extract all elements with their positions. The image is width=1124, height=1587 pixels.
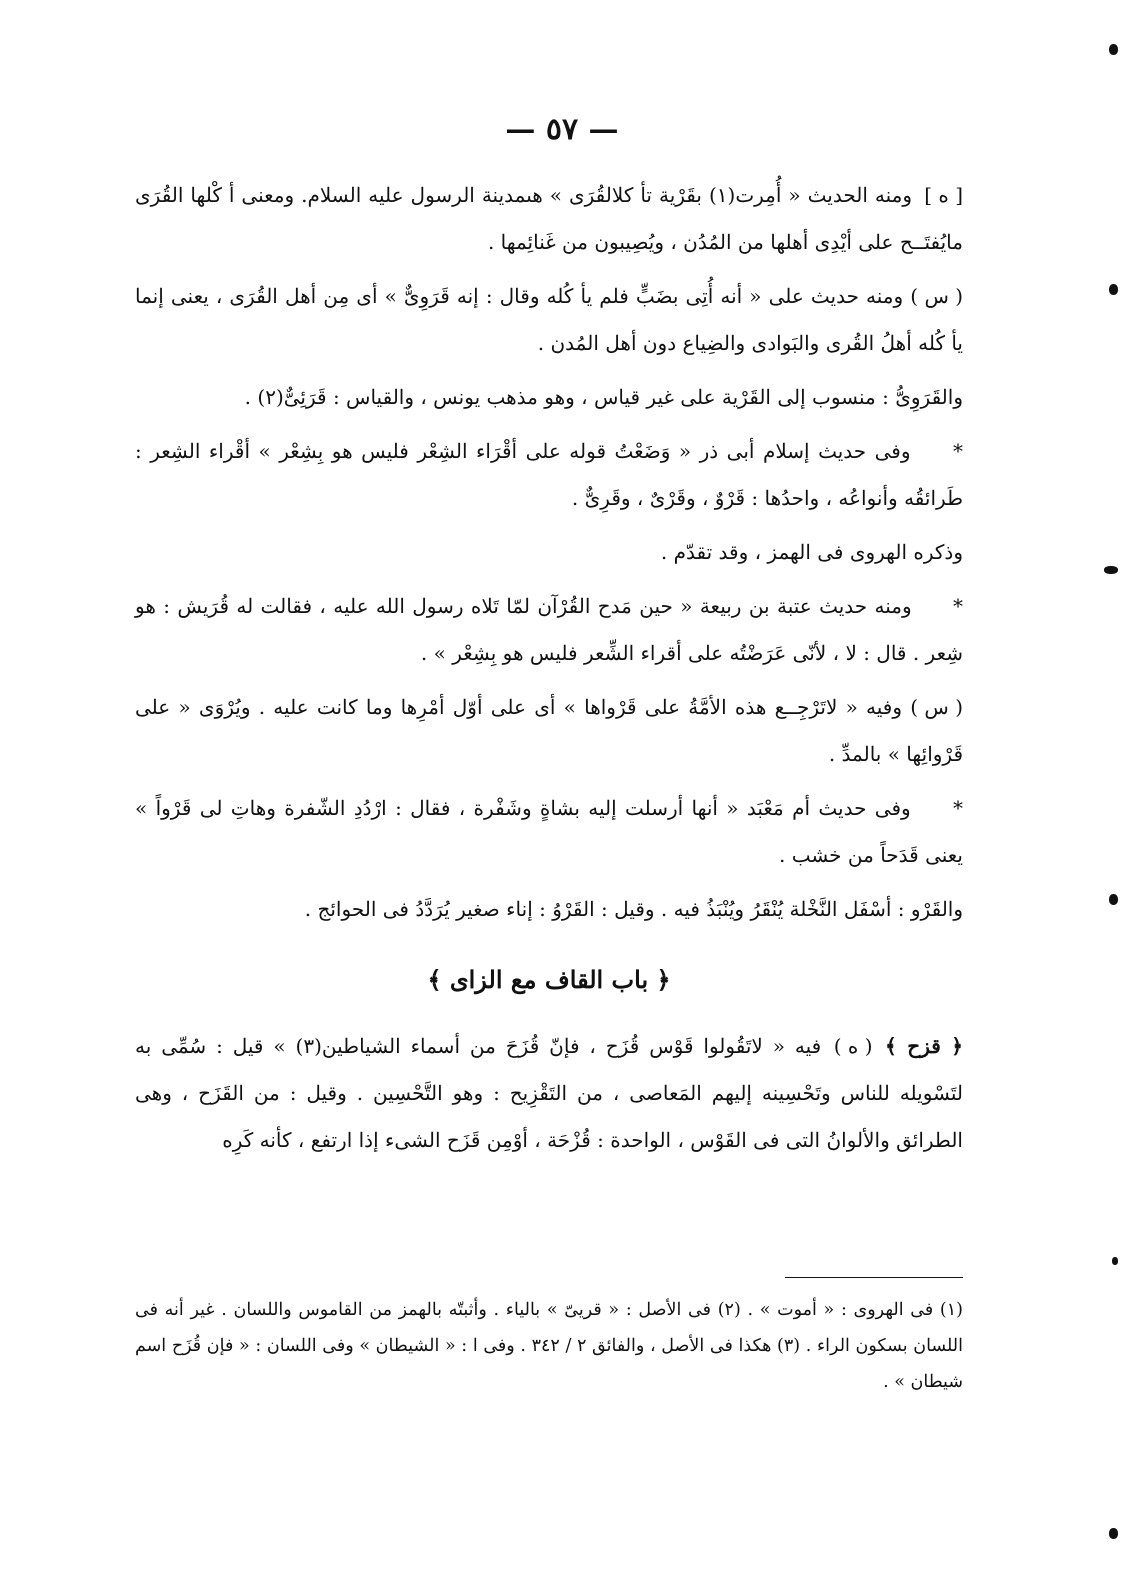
footnote-text: (١) فى الهروى : « أموت » . (٢) فى الأصل : « قريىّ » بالياء . وأثبتّه بالهمز من القاموس واللسان . غير أنه فى اللسان بسكون الراء . (٣) هكذا فى الأصل ، والفائق ٢ / ٣٤٢ . وفى ا : « الشيطان » وفى اللسان : « فإن قُزَح اسم شيطان » . (135, 1300, 964, 1392)
paragraph-text: ومنه حديث على « أنه أُتِى بضَبٍّ فلم يأ كُله وقال : إنه قَرَوِىٌّ » أى مِن أهل القُرَى ، يعنى إنما يأ كُله أهلُ القُرى والبَوادى والضِياع دون أهل المُدن . (135, 284, 963, 355)
paragraph (135, 583, 963, 677)
paragraph (135, 374, 963, 421)
paragraph (135, 886, 963, 933)
main-text (135, 172, 963, 1171)
scan-edge-mark (1109, 894, 1118, 905)
paragraph-marker: ( س ) (910, 695, 963, 719)
paragraph (135, 273, 963, 367)
paragraph (135, 684, 963, 778)
paragraph-marker: * (953, 594, 964, 618)
paragraph-text: وذكره الهروى فى الهمز ، وقد تقدّم . (660, 540, 963, 564)
paragraph-marker: * (953, 796, 964, 820)
footnotes (135, 1292, 963, 1400)
paragraph (135, 172, 963, 266)
scan-edge-mark (1109, 44, 1118, 55)
paragraph-text: والقَرْو : أسْفَل النَّخْلة يُنْقَرُ ويُنْبَذُ فيه . وقيل : القَرْوُ : إناء صغير يُرَدَّدُ فى الحوائج . (304, 897, 963, 921)
paragraph-text: وفى حديث إسلام أبى ذر « وَضَعْتُ قوله على أقْرَاء الشِعْر فليس هو بِشِعْر » أقْراء الشِعر : طَرائقُه وأنواعُه ، واحدُها : قَرْوٌ ، وقَرْىٌ ، وقَرِىٌّ . (135, 439, 963, 510)
paragraph-text: والقَرَوِىُّ : منسوب إلى القَرْية على غير قياس ، وهو مذهب يونس ، والقياس : قَرَئِىٌّ(٢) . (244, 385, 963, 409)
paragraph-marker: [ ه ] (924, 183, 964, 207)
paragraph-text: وفى حديث أم مَعْبَد « أنها أرسلت إليه بشاةٍ وشَفْرة ، فقال : ارْدُدِ الشّفرة وهاتِ لى قَرْواً » يعنى قَدَحاً من خشب . (135, 796, 963, 867)
scan-edge-mark (1104, 566, 1118, 574)
page-number: — ٥٧ — (505, 112, 619, 147)
paragraph-text: ومنه حديث عتبة بن ربيعة « حين مَدح القُرْآن لمّا تَلاه رسول الله عليه ، فقالت له قُرَيش : هو شِعر . قال : لا ، لأنّى عَرَضْتُه على أقراء الشِّعر فليس هو بِشِعْر » . (135, 594, 963, 665)
paragraph-marker: ( ه ) (833, 1034, 873, 1058)
paragraph-text: ومنه الحديث « أُمِرت(١) بقَرْية تأ كلالقُرَى » هىمدينة الرسول عليه السلام. ومعنى أ كْلها القُرَى مايُفتَــح على أيْدِى أهلها من المُدُن ، ويُصِيبون من غَنائِمها . (135, 183, 963, 254)
footnote-divider (785, 1277, 963, 1278)
dictionary-entry (135, 1023, 963, 1164)
paragraph-text: وفيه « لاتَرْجِــع هذه الأمَّةُ على قَرْواها » أى على أوّل أمْرِها وما كانت عليه . ويُرْوَى « على قَرْوائِها » بالمدِّ . (135, 695, 963, 766)
scan-edge-mark (1112, 1257, 1118, 1265)
entry-headword: ﴿ قزح ﴾ (885, 1034, 964, 1058)
section-title: ﴿ باب القاف مع الزاى ﴾ (427, 965, 671, 994)
paragraph (135, 529, 963, 576)
paragraph (135, 785, 963, 879)
scan-edge-mark (1109, 284, 1118, 295)
paragraph-marker: ( س ) (910, 284, 964, 308)
scan-edge-mark (1109, 1528, 1118, 1539)
entry-text: فيه « لاتَقُولوا قَوْس قُزَح ، فإنّ قُزَحَ من أسماء الشياطين(٣) » قيل : سُمِّى به لتَسْويله للناس وتَحْسِينه إليهم المَعاصى ، من التَقْزِيح : وهو التَّحْسِين . وقيل : من القَزَح ، وهى الطرائق والألوانُ التى فى القَوْس ، الواحدة : قُزْحَة ، أوْمِن قَزَح الشىء إذا ارتفع ، كأنه كَرِه (135, 1034, 963, 1152)
paragraph (135, 428, 963, 522)
paragraph-marker: * (953, 439, 963, 463)
